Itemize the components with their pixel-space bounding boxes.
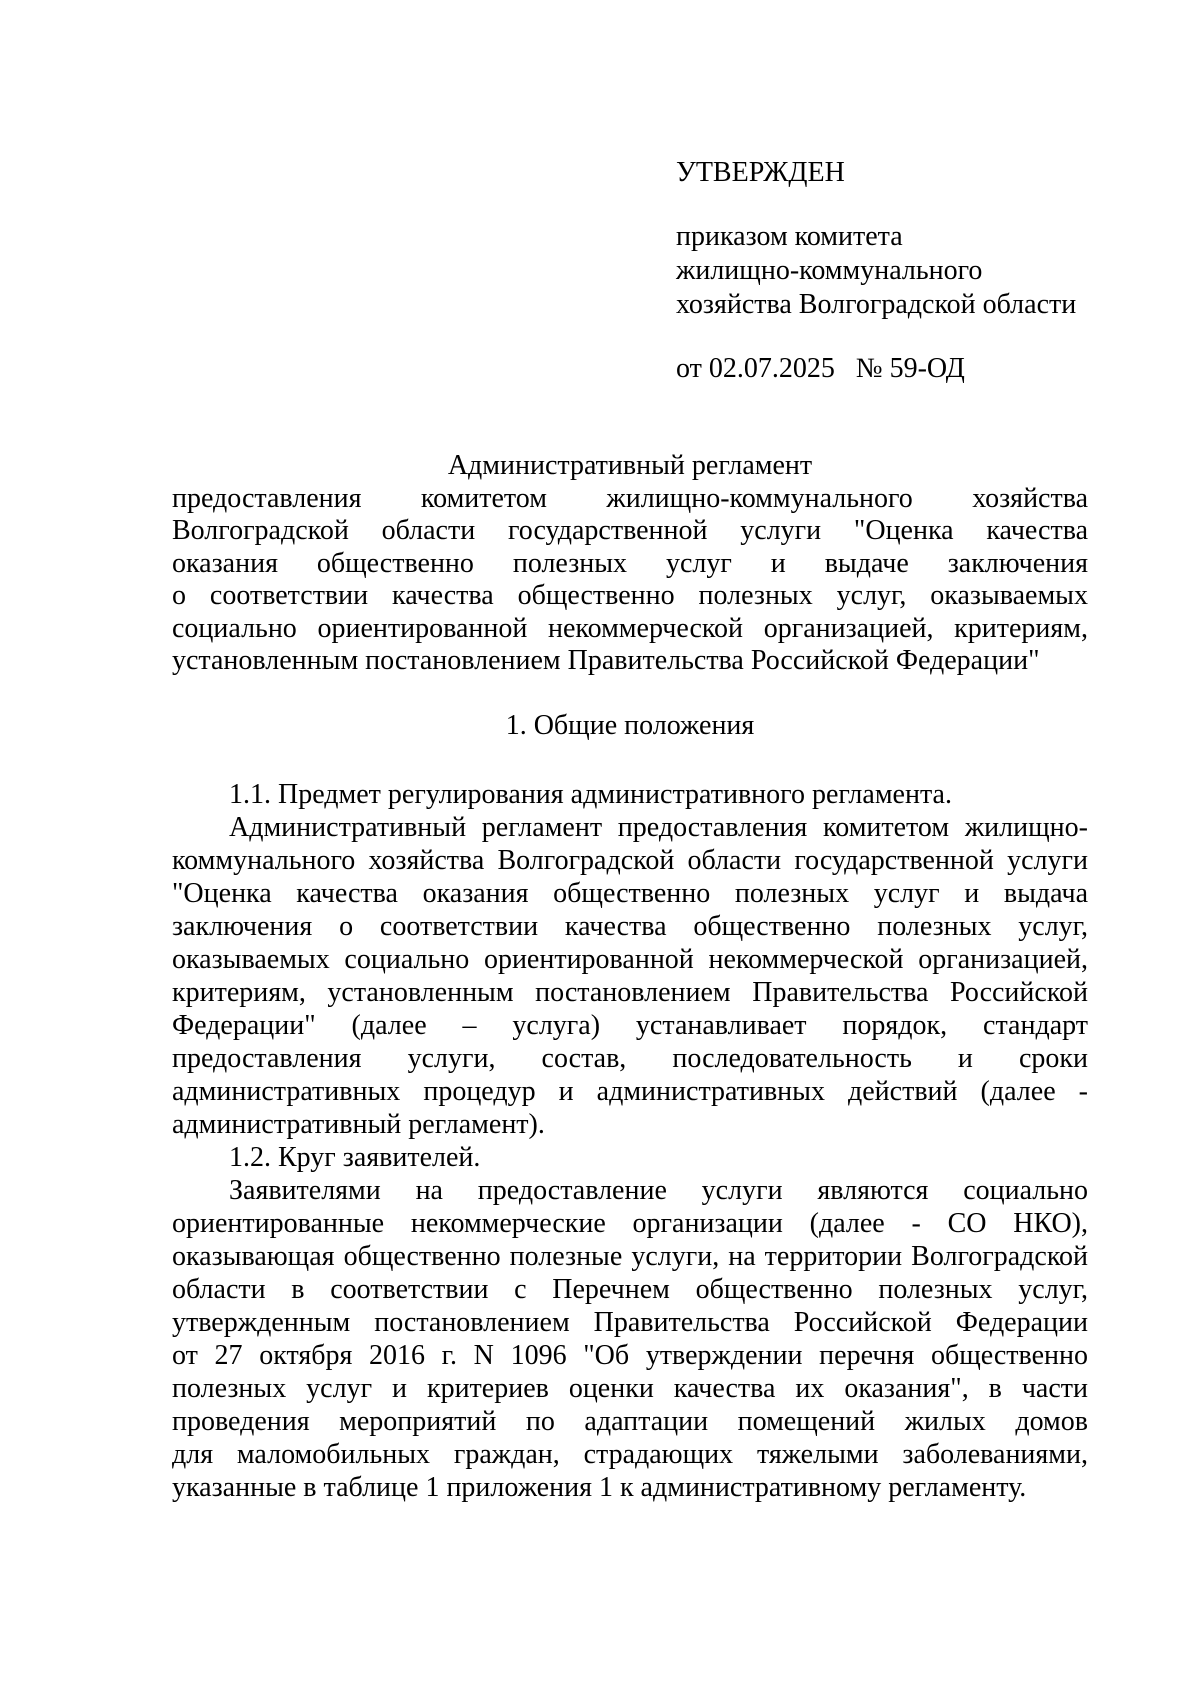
paragraph-1-1 (172, 811, 1088, 1141)
subsection-heading-1-2: 1.2. Круг заявителей. (229, 1142, 481, 1173)
paragraph-line: проведения мероприятий по адаптации помещений жилых домов (172, 1406, 1088, 1437)
subtitle-line: оказания общественно полезных услуг и выдаче заключения (172, 547, 1088, 579)
paragraph-line: предоставления услуги, состав, последовательность и сроки (172, 1043, 1088, 1074)
paragraph-line: коммунального хозяйства Волгоградской области государственной услуги (172, 845, 1088, 876)
section-heading: 1. Общие положения (505, 710, 755, 741)
approval-authority (676, 220, 1136, 322)
paragraph-line: Заявителями на предоставление услуги являются социально (229, 1175, 1088, 1206)
paragraph-line: оказывающая общественно полезные услуги, на территории Волгоградской (172, 1241, 1088, 1272)
paragraph-line: заключения о соответствии качества общественно полезных услуг, (172, 911, 1088, 942)
document-title: Административный регламент (447, 450, 813, 481)
paragraph-line: Федерации" (далее – услуга) устанавливает порядок, стандарт (172, 1010, 1088, 1041)
subtitle-line: о соответствии качества общественно полезных услуг, оказываемых (172, 580, 1088, 611)
paragraph-line: административный регламент). (172, 1109, 545, 1140)
document-title-block (172, 450, 1088, 678)
subtitle-line: Волгоградской области государственной услуги "Оценка качества (172, 515, 1088, 546)
paragraph-1-2 (172, 1174, 1088, 1504)
approval-authority-line: жилищно-коммунального (676, 255, 983, 286)
section-body (172, 778, 1088, 1504)
subtitle-line: установленным постановлением Правительства Российской Федерации" (172, 645, 1040, 676)
approval-order-number: от 02.07.2025 № 59-ОД (676, 353, 965, 384)
document-subtitle (172, 483, 1088, 678)
approval-stamp: УТВЕРЖДЕН (676, 157, 845, 188)
paragraph-line: от 27 октября 2016 г. N 1096 "Об утверждении перечня общественно (172, 1340, 1088, 1371)
paragraph-line: "Оценка качества оказания общественно полезных услуг и выдача (172, 878, 1088, 909)
subtitle-line: социально ориентированной некоммерческой организацией, критериям, (172, 612, 1088, 644)
paragraph-line: утвержденным постановлением Правительства Российской Федерации (172, 1307, 1088, 1338)
paragraph-line: указанные в таблице 1 приложения 1 к административному регламенту. (172, 1472, 1027, 1503)
subtitle-line: предоставления комитетом жилищно-коммунального хозяйства (172, 482, 1088, 514)
paragraph-line: полезных услуг и критериев оценки качества их оказания", в части (172, 1373, 1088, 1404)
paragraph-line: для маломобильных граждан, страдающих тяжелыми заболеваниями, (172, 1439, 1088, 1470)
subsection-heading-1-1: 1.1. Предмет регулирования административного регламента. (229, 779, 952, 810)
paragraph-line: оказываемых социально ориентированной некоммерческой организацией, (172, 944, 1088, 975)
paragraph-line: области в соответствии с Перечнем общественно полезных услуг, (172, 1274, 1088, 1305)
paragraph-line: административных процедур и административных действий (далее - (172, 1076, 1088, 1107)
paragraph-line: критериям, установленным постановлением Правительства Российской (172, 977, 1088, 1008)
approval-authority-line: хозяйства Волгоградской области (676, 289, 1077, 320)
paragraph-line: ориентированные некоммерческие организации (далее - СО НКО), (172, 1208, 1088, 1239)
approval-stamp-block (676, 156, 1136, 386)
paragraph-line: Административный регламент предоставления комитетом жилищно- (229, 812, 1088, 843)
approval-authority-line: приказом комитета (676, 221, 903, 252)
